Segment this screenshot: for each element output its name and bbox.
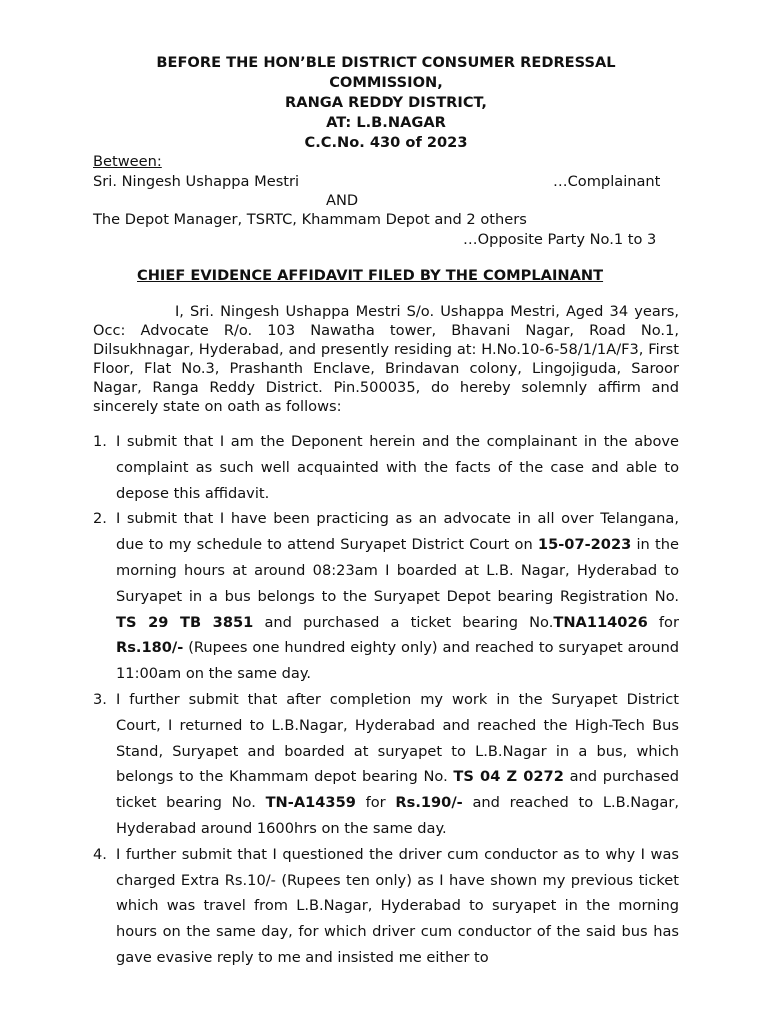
case-number: C.C.No. 430 of 2023 bbox=[304, 134, 468, 151]
opposite-party-name: The Depot Manager, TSRTC, Khammam Depot and 2 others bbox=[93, 211, 527, 228]
bus-registration-number: TS 04 Z 0272 bbox=[453, 768, 564, 786]
complainant-role: …Complainant bbox=[553, 173, 661, 190]
complainant-name: Sri. Ningesh Ushappa Mestri bbox=[93, 173, 300, 190]
ticket-fare: Rs.190/- bbox=[395, 794, 463, 812]
paragraph-text: in the morning hours at around 08:23am I boarded at L.B. Nagar, Hyderabad to Suryapet in a bus belongs to the Suryapet Depot bearing Registration No. bbox=[116, 536, 679, 605]
court-name-line-2: COMMISSION, bbox=[329, 74, 443, 91]
paragraph-number: 2. bbox=[93, 510, 107, 528]
paragraph-text: for bbox=[647, 613, 679, 631]
intro-paragraph bbox=[93, 302, 679, 416]
paragraph-text: (Rupees one hundred eighty only) and reached to suryapet around 11:00am on the same day. bbox=[116, 639, 679, 683]
and-separator: AND bbox=[326, 192, 359, 209]
location-line: AT: L.B.NAGAR bbox=[326, 114, 446, 131]
paragraph-text: I further submit that I questioned the driver cum conductor as to why I was charged Extra Rs.10/- (Rupees ten only) as I have shown my previous ticket which was travel from L.B.Nagar, Hyderabad to suryapet in the morning hours on the same day, for which driver cum conductor of the said bus has gave evasive reply to me and insisted me either to bbox=[116, 845, 679, 966]
intro-text: I, Sri. Ningesh Ushappa Mestri S/o. Ushappa Mestri, Aged 34 years, Occ: Advocate R/o. 103 Nawatha tower, Bhavani Nagar, Road No.1, Dilsukhnagar, Hyderabad, and presently residing at: H.No.10-6-58/1/1A/F3, First Floor, Flat No.3, Prashanth Enclave, Brindavan colony, Lingojiguda, Saroor Nagar, Ranga Reddy District. Pin.500035, do hereby solemnly affirm and sincerely state on oath as follows: bbox=[93, 303, 679, 415]
paragraph-4 bbox=[93, 842, 679, 971]
numbered-paragraphs bbox=[93, 429, 679, 971]
affidavit-title: CHIEF EVIDENCE AFFIDAVIT FILED BY THE COMPLAINANT bbox=[137, 267, 604, 284]
paragraph-text: I submit that I have been practicing as an advocate in all over Telangana, due to my schedule to attend Suryapet District Court on bbox=[116, 510, 679, 554]
ticket-number: TN-A14359 bbox=[265, 794, 356, 812]
travel-date: 15-07-2023 bbox=[537, 536, 632, 554]
paragraph-1 bbox=[93, 429, 679, 506]
paragraph-text: I further submit that after completion my work in the Suryapet District Court, I returned to L.B.Nagar, Hyderabad and reached the High-Tech Bus Stand, Suryapet and boarded at suryapet to L.B.Nagar in a bus, which belongs to the Khammam depot bearing No. bbox=[116, 690, 679, 786]
paragraph-3 bbox=[93, 687, 679, 842]
paragraph-text: and purchased a ticket bearing No. bbox=[253, 613, 554, 631]
paragraph-text: and purchased ticket bearing No. bbox=[116, 768, 679, 812]
paragraph-text: I submit that I am the Deponent herein and the complainant in the above complaint as such well acquainted with the facts of the case and able to depose this affidavit. bbox=[116, 433, 679, 502]
paragraph-text: and reached to L.B.Nagar, Hyderabad around 1600hrs on the same day. bbox=[116, 794, 679, 837]
between-label: Between: bbox=[93, 153, 162, 170]
paragraph-2 bbox=[93, 506, 679, 687]
paragraph-number: 1. bbox=[93, 433, 107, 450]
paragraph-text: for bbox=[355, 794, 396, 812]
court-name-line-1: BEFORE THE HON’BLE DISTRICT CONSUMER REDRESSAL bbox=[156, 54, 616, 71]
bus-registration-number: TS 29 TB 3851 bbox=[116, 613, 254, 631]
opposite-party-role: …Opposite Party No.1 to 3 bbox=[463, 231, 657, 248]
ticket-number: TNA114026 bbox=[553, 613, 648, 631]
district-line: RANGA REDDY DISTRICT, bbox=[285, 94, 487, 111]
paragraph-number: 4. bbox=[93, 845, 107, 863]
paragraph-number: 3. bbox=[93, 690, 107, 708]
ticket-fare: Rs.180/- bbox=[116, 639, 184, 657]
